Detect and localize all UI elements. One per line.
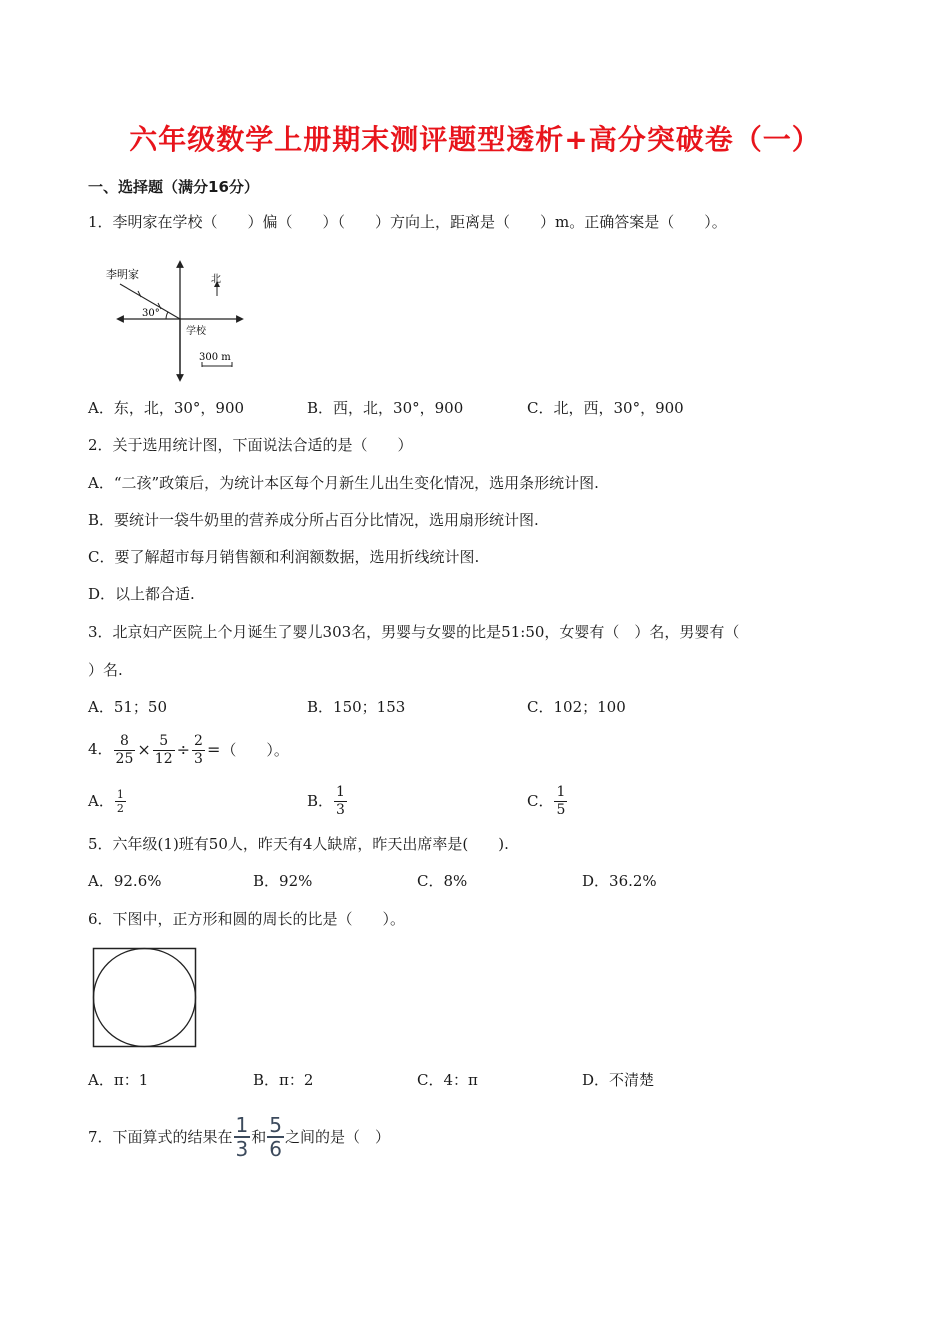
fraction-8-25: $\frac{8}{25}$	[115, 732, 134, 767]
question-3-line2: ）名.	[88, 661, 123, 679]
section-heading: 一、选择题（满分16分）	[88, 178, 259, 196]
fraction-5-6: $\frac{5}{6}$	[269, 1113, 283, 1161]
q1-option-c[interactable]: C．北，西，30°，900	[527, 399, 684, 417]
square-circle-figure	[92, 947, 198, 1049]
q6-option-b[interactable]: B．π：2	[253, 1071, 314, 1089]
q6-option-d[interactable]: D．不清楚	[582, 1071, 655, 1089]
q3-option-c[interactable]: C．102；100	[527, 698, 626, 716]
angle-arc	[166, 312, 168, 319]
q4-option-a[interactable]: A． $\frac{1}{2}$	[88, 787, 124, 815]
fraction-5-12: $\frac{5}{12}$	[154, 732, 173, 767]
q1-option-b[interactable]: B．西，北，30°，900	[307, 399, 464, 417]
north-label: 北	[211, 274, 221, 285]
question-3-line1: 3．北京妇产医院上个月诞生了婴儿303名，男婴与女婴的比是51:50，女婴有（ ）名，男婴有（	[88, 623, 740, 641]
q2-option-d[interactable]: D．以上都合适.	[88, 585, 195, 603]
q4-option-c[interactable]: C． $\frac{1}{5}$	[527, 783, 566, 818]
q1-option-a[interactable]: A．东，北，30°，900	[88, 399, 245, 417]
scale-label: 300 m	[199, 352, 231, 363]
question-4-expression: 4． $\frac{8}{25}$ × $\frac{5}{12}$ ÷ $\frac{2}{3}$ =（ ）。	[88, 732, 289, 767]
question-5-text: 5．六年级(1)班有50人，昨天有4人缺席，昨天出席率是( ).	[88, 835, 509, 853]
angle-label: 30°	[142, 308, 160, 319]
q2-option-c[interactable]: C．要了解超市每月销售额和利润额数据，选用折线统计图.	[88, 548, 480, 566]
question-1-text: 1．李明家在学校（ ）偏（ ）（ ）方向上，距离是（ ）m。正确答案是（ ）。	[88, 213, 727, 231]
q2-option-b[interactable]: B．要统计一袋牛奶里的营养成分所占百分比情况，选用扇形统计图.	[88, 511, 539, 529]
q3-option-b[interactable]: B．150；153	[307, 698, 406, 716]
q5-option-b[interactable]: B．92%	[253, 872, 313, 890]
page-title: 六年级数学上册期末测评题型透析+高分突破卷（一）	[129, 123, 821, 156]
q2-option-a[interactable]: A．“二孩”政策后，为统计本区每个月新生儿出生变化情况，选用条形统计图.	[88, 474, 599, 492]
question-6-text: 6．下图中，正方形和圆的周长的比是（ ）。	[88, 910, 406, 928]
fraction-2-3: $\frac{2}{3}$	[194, 732, 203, 767]
direction-diagram	[100, 258, 250, 382]
circle-shape	[94, 949, 196, 1047]
q3-option-a[interactable]: A．51；50	[88, 698, 168, 716]
q4-option-b[interactable]: B． $\frac{1}{3}$	[307, 783, 345, 818]
q6-option-a[interactable]: A．π：1	[88, 1071, 149, 1089]
school-label: 学校	[186, 326, 206, 337]
q5-option-c[interactable]: C．8%	[417, 872, 468, 890]
question-7-text: 7．下面算式的结果在 $\frac{1}{3}$ 和 $\frac{5}{6}$ 之间的是（ ）	[88, 1113, 391, 1161]
home-label: 李明家	[106, 268, 139, 281]
q5-option-d[interactable]: D．36.2%	[582, 872, 657, 890]
q5-option-a[interactable]: A．92.6%	[88, 872, 162, 890]
question-2-text: 2．关于选用统计图，下面说法合适的是（ ）	[88, 436, 413, 454]
fraction-1-3: $\frac{1}{3}$	[235, 1113, 249, 1161]
q6-option-c[interactable]: C．4：π	[417, 1071, 478, 1089]
